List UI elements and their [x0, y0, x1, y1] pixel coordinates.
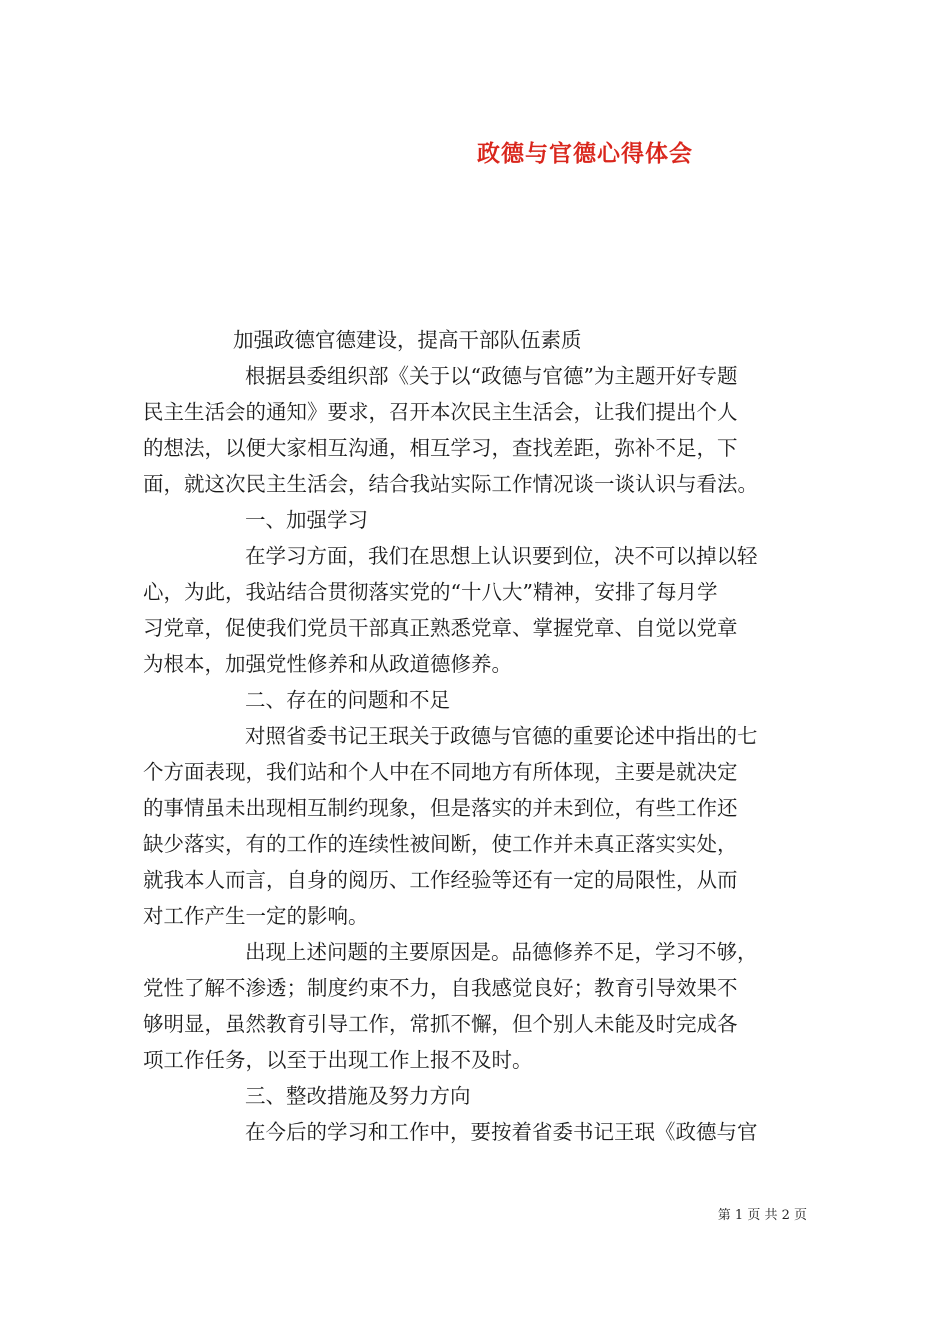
- paragraph-line: 项工作任务，以至于出现工作上报不及时。: [143, 1048, 533, 1072]
- paragraph-line: 个方面表现，我们站和个人中在不同地方有所体现，主要是就决定: [143, 760, 738, 784]
- paragraph-line: 在学习方面，我们在思想上认识要到位，决不可以掉以轻: [245, 544, 758, 568]
- paragraph-line: 心，为此，我站结合贯彻落实党的“十八大”精神，安排了每月学: [143, 580, 718, 604]
- paragraph-line: 加强政德官德建设，提高干部队伍素质: [233, 328, 582, 352]
- paragraph-line: 一、加强学习: [245, 508, 368, 532]
- page-footer: 第 1 页 共 2 页: [717, 1208, 807, 1223]
- paragraph-line: 民主生活会的通知》要求，召开本次民主生活会，让我们提出个人: [143, 400, 738, 424]
- paragraph-line: 二、存在的问题和不足: [245, 688, 450, 712]
- paragraph-line: 的事情虽未出现相互制约现象，但是落实的并未到位，有些工作还: [143, 796, 738, 820]
- paragraph-line: 习党章，促使我们党员干部真正熟悉党章、掌握党章、自觉以党章: [143, 616, 738, 640]
- paragraph-line: 在今后的学习和工作中，要按着省委书记王珉《政德与官: [245, 1120, 758, 1144]
- paragraph-line: 就我本人而言，自身的阅历、工作经验等还有一定的局限性，从而: [143, 868, 738, 892]
- paragraph-line: 够明显，虽然教育引导工作，常抓不懈，但个别人未能及时完成各: [143, 1012, 738, 1036]
- paragraph-line: 对工作产生一定的影响。: [143, 904, 369, 928]
- document-body: [143, 322, 807, 1150]
- paragraph-line: 根据县委组织部《关于以“政德与官德”为主题开好专题: [245, 364, 738, 388]
- paragraph-line: 的想法，以便大家相互沟通，相互学习，查找差距，弥补不足，下: [143, 436, 738, 460]
- paragraph-line: 为根本，加强党性修养和从政道德修养。: [143, 652, 512, 676]
- paragraph-line: 面，就这次民主生活会，结合我站实际工作情况谈一谈认识与看法。: [143, 472, 758, 496]
- paragraph-line: 三、整改措施及努力方向: [245, 1084, 471, 1108]
- document-title: 政德与官德心得体会: [477, 140, 693, 167]
- paragraph-line: 对照省委书记王珉关于政德与官德的重要论述中指出的七: [245, 724, 758, 748]
- paragraph-line: 缺少落实，有的工作的连续性被间断，使工作并未真正落实实处，: [143, 832, 738, 856]
- paragraph-line: 党性了解不渗透；制度约束不力，自我感觉良好；教育引导效果不: [143, 976, 738, 1000]
- paragraph-line: 出现上述问题的主要原因是。品德修养不足，学习不够，: [245, 940, 758, 964]
